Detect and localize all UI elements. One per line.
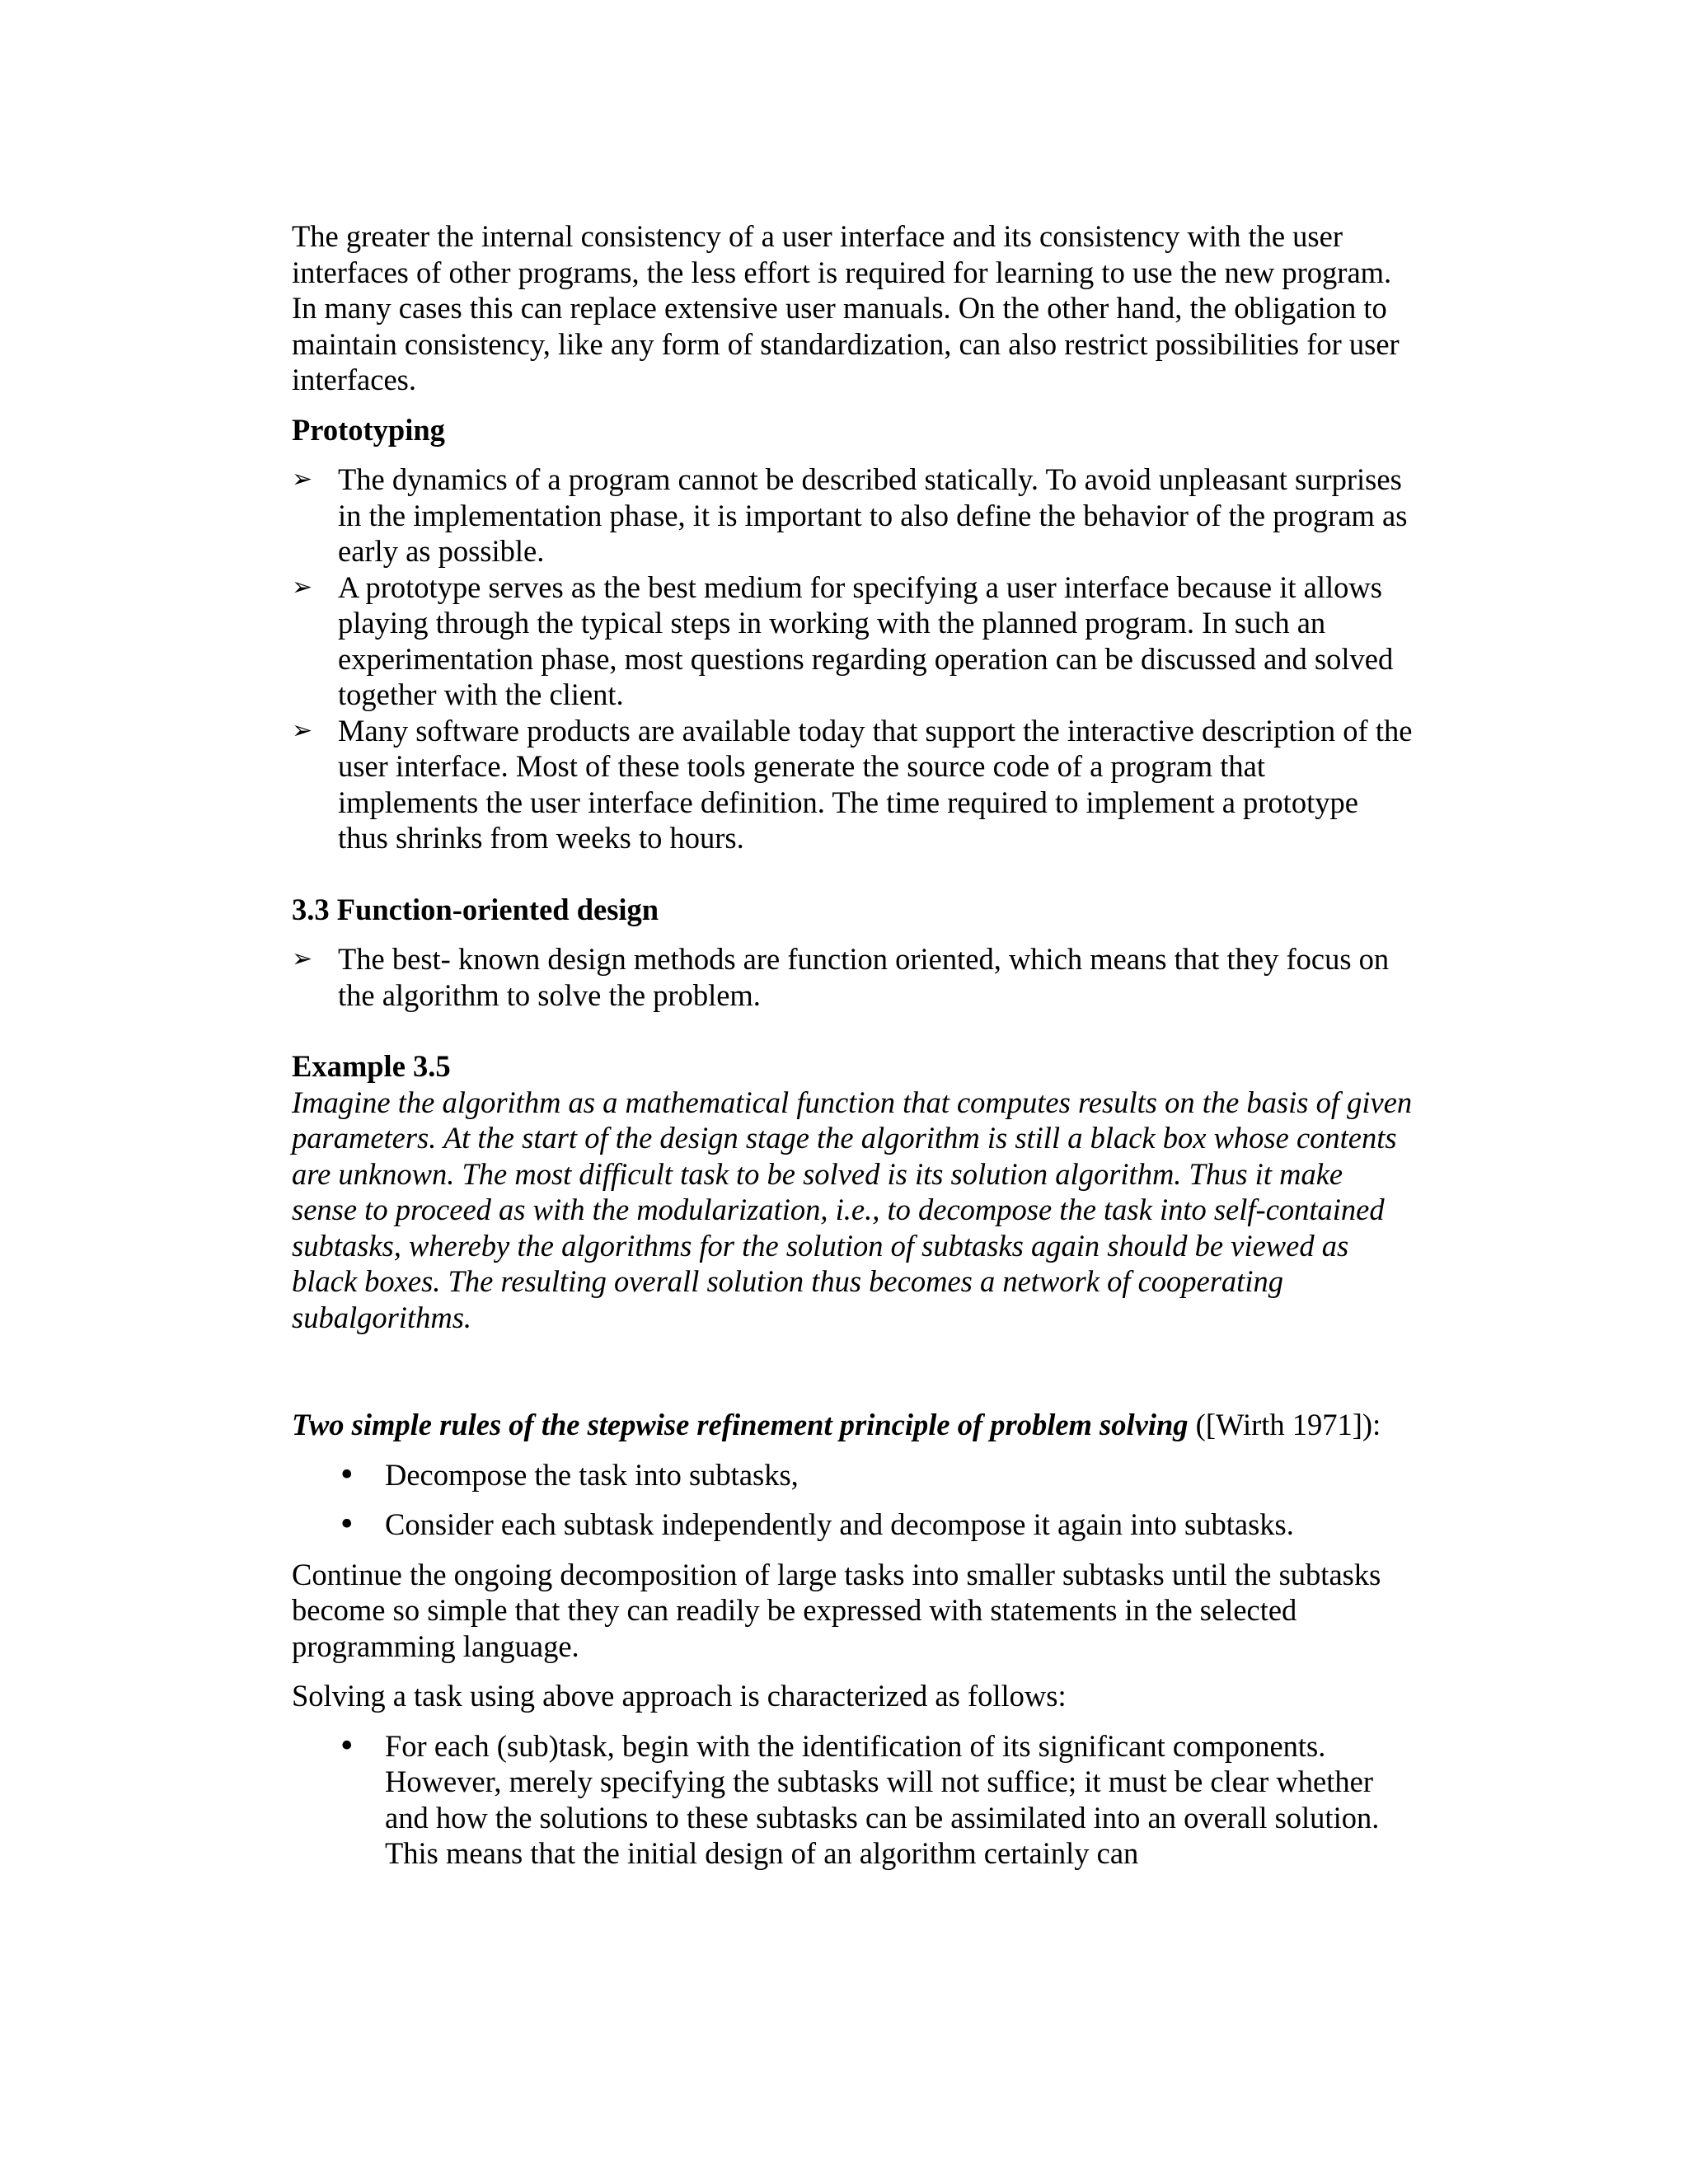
list-item-text: Consider each subtask independently and decompose it again into subtasks.: [385, 1507, 1294, 1541]
list-item: [292, 1507, 1413, 1543]
rules-list: [292, 1457, 1413, 1543]
rules-intro: [292, 1407, 1413, 1443]
rules-emphasis: Two simple rules of the stepwise refinement principle of problem solving: [292, 1408, 1189, 1441]
list-item-text: A prototype serves as the best medium for specifying a user interface because it allows playing through the typical steps in working with the planned program. In such an experimentation phase, most questions regarding operation can be discussed and solved together with the client.: [338, 569, 1394, 711]
dot-bullet-icon: •: [338, 1507, 356, 1542]
intro-paragraph: The greater the internal consistency of a user interface and its consistency with the user interfaces of other programs, the less effort is required for learning to use the new program. In many cases this can replace extensive user manuals. On the other hand, the obligation to maintain consistency, like any form of standardization, can also restrict possibilities for user interfaces.: [292, 219, 1400, 396]
list-item-text: The dynamics of a program cannot be described statically. To avoid unpleasant surprises in the implementation phase, it is important to also define the behavior of the program as early as possible.: [338, 462, 1408, 568]
document-page: [292, 218, 1413, 1886]
prototyping-list: [292, 462, 1413, 856]
list-item-text: Decompose the task into subtasks,: [385, 1457, 799, 1492]
list-item: [292, 1457, 1413, 1493]
section-list: [292, 941, 1413, 1013]
arrow-bullet-icon: ➢: [292, 944, 313, 973]
prototyping-heading: Prototyping: [292, 412, 445, 447]
list-item-text: The best- known design methods are function oriented, which means that they focus on the algorithm to solve the problem.: [338, 942, 1390, 1012]
list-item-text: For each (sub)task, begin with the identification of its significant components. However, merely specifying the subtasks will not suffice; it must be clear whether and how the solutions to these subtasks can be assimilated into an overall solution. This means that the initial design of an algorithm certainly can: [385, 1728, 1380, 1870]
section-heading: 3.3 Function-oriented design: [292, 892, 659, 926]
arrow-bullet-icon: ➢: [292, 715, 313, 745]
continuation-paragraph: Continue the ongoing decomposition of large tasks into smaller subtasks until the subtasks become so simple that they can readily be expressed with statements in the selected programming language.: [292, 1557, 1381, 1663]
rules-citation: ([Wirth 1971]):: [1188, 1408, 1381, 1441]
arrow-bullet-icon: ➢: [292, 465, 313, 494]
dot-bullet-icon: •: [338, 1456, 356, 1493]
solving-intro: Solving a task using above approach is characterized as follows:: [292, 1679, 1067, 1713]
example-heading: Example 3.5: [292, 1049, 451, 1083]
list-item: [292, 941, 1413, 1013]
list-item-text: Many software products are available today that support the interactive description of the user interface. Most of these tools generate the source code of a program that implements the user interface definition. The time required to implement a prototype thus shrinks from weeks to hours.: [338, 713, 1413, 855]
solving-list: [292, 1728, 1413, 1872]
list-item: [292, 1728, 1413, 1872]
example-body: Imagine the algorithm as a mathematical function that computes results on the basis of given parameters. At the start of the design stage the algorithm is still a black box whose contents are unknown. The most difficult task to be solved is its solution algorithm. Thus it make sense to proceed as with the modularization, i.e., to decompose the task into self-contained subtasks, whereby the algorithms for the solution of subtasks again should be viewed as black boxes. The resulting overall solution thus becomes a network of cooperating subalgorithms.: [292, 1085, 1413, 1334]
dot-bullet-icon: •: [338, 1727, 356, 1764]
list-item: [292, 462, 1413, 569]
list-item: [292, 569, 1413, 713]
list-item: [292, 713, 1413, 856]
arrow-bullet-icon: ➢: [292, 572, 313, 602]
